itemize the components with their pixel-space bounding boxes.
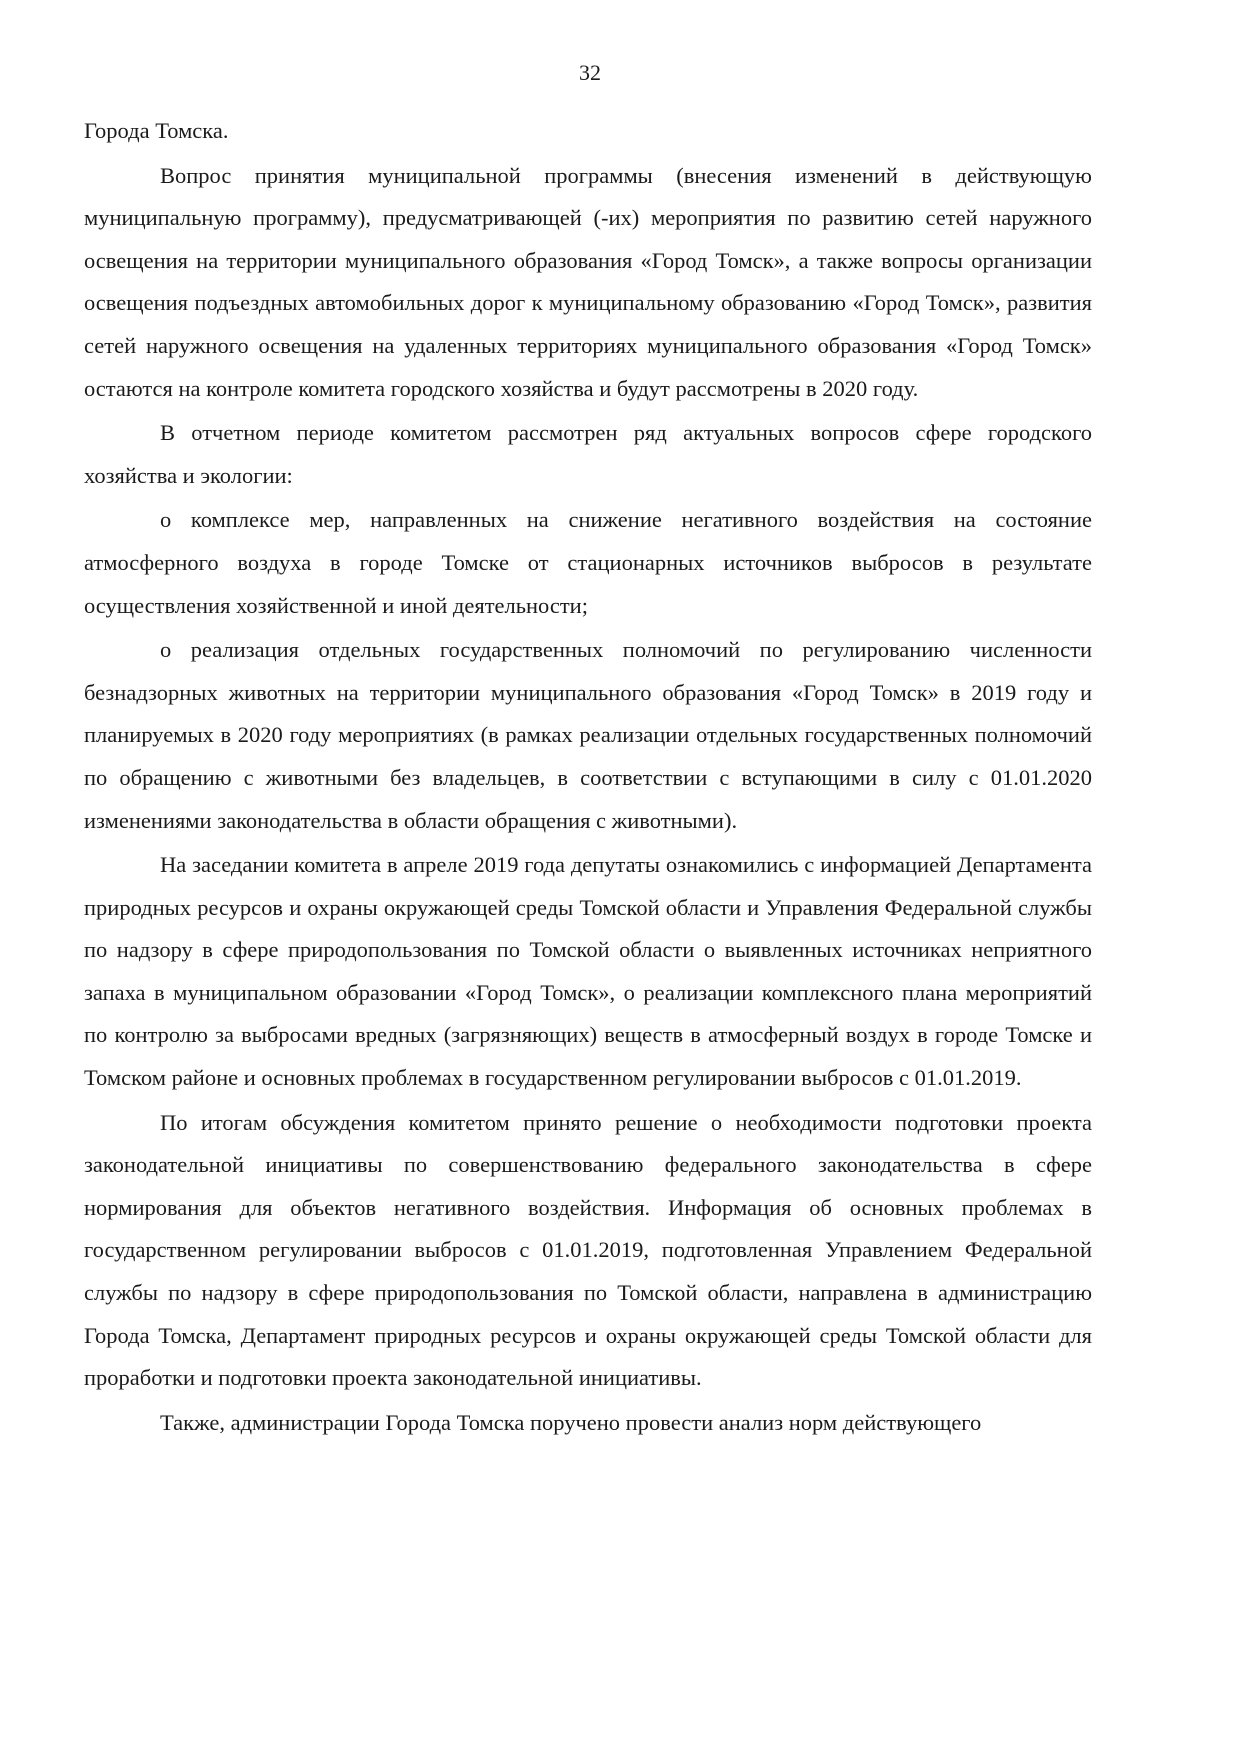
paragraph-committee-meeting: На заседании комитета в апреле 2019 года депутаты ознакомились с информацией Департамента природных ресурсов и охраны окружающей среды Томской области и Управления Федеральной службы по надзору в сфере природопользования по Томской области о выявленных источниках неприятного запаха в муниципальном образовании «Город Томск», о реализации комплексного плана мероприятий по контролю за выбросами вредных (загрязняющих) веществ в атмосферный воздух в городе Томске и Томском районе и основных проблемах в государственном регулировании выбросов с 01.01.2019. xyxy=(84,852,1092,1091)
paragraph-lighting-program: Вопрос принятия муниципальной программы (внесения изменений в действующую муниципальную программу), предусматривающей (-их) мероприятия по развитию сетей наружного освещения на территории муниципального образования «Город Томск», а также вопросы организации освещения подъездных автомобильных дорог к муниципальному образованию «Город Томск», развития сетей наружного освещения на удаленных территориях муниципального образования «Город Томск» остаются на контроле комитета городского хозяйства и будут рассмотрены в 2020 году. xyxy=(84,162,1092,401)
paragraph-legislative-initiative: По итогам обсуждения комитетом принято решение о необходимости подготовки проекта законодательной инициативы по совершенствованию федерального законодательства в сфере нормирования для объектов негативного воздействия. Информация об основных проблемах в государственном регулировании выбросов с 01.01.2019, подготовленная Управлением Федеральной службы по надзору в сфере природопользования по Томской области, направлена в администрацию Города Томска, Департамент природных ресурсов и охраны окружающей среды Томской области для проработки и подготовки проекта законодательной инициативы. xyxy=(84,1109,1092,1391)
paragraph-air-quality: о комплексе мер, направленных на снижение негативного воздействия на состояние атмосферного воздуха в городе Томске от стационарных источников выбросов в результате осуществления хозяйственной и иной деятельности; xyxy=(84,507,1092,618)
paragraph-administration-task: Также, администрации Города Томска поручено провести анализ норм действующего xyxy=(160,1409,982,1435)
paragraph-stray-animals: о реализация отдельных государственных полномочий по регулированию численности безнадзорных животных на территории муниципального образования «Город Томск» в 2019 году и планируемых в 2020 году мероприятиях (в рамках реализации отдельных государственных полномочий по обращению с животными без владельцев, в соответствии с вступающими в силу с 01.01.2020 изменениями законодательства в области обращения с животными). xyxy=(84,637,1092,833)
page-number: 32 xyxy=(579,60,601,85)
paragraph-reporting-period: В отчетном периоде комитетом рассмотрен ряд актуальных вопросов сфере городского хозяйства и экологии: xyxy=(84,420,1092,488)
document-body xyxy=(84,110,1092,1444)
paragraph-continuation: Города Томска. xyxy=(84,118,229,143)
